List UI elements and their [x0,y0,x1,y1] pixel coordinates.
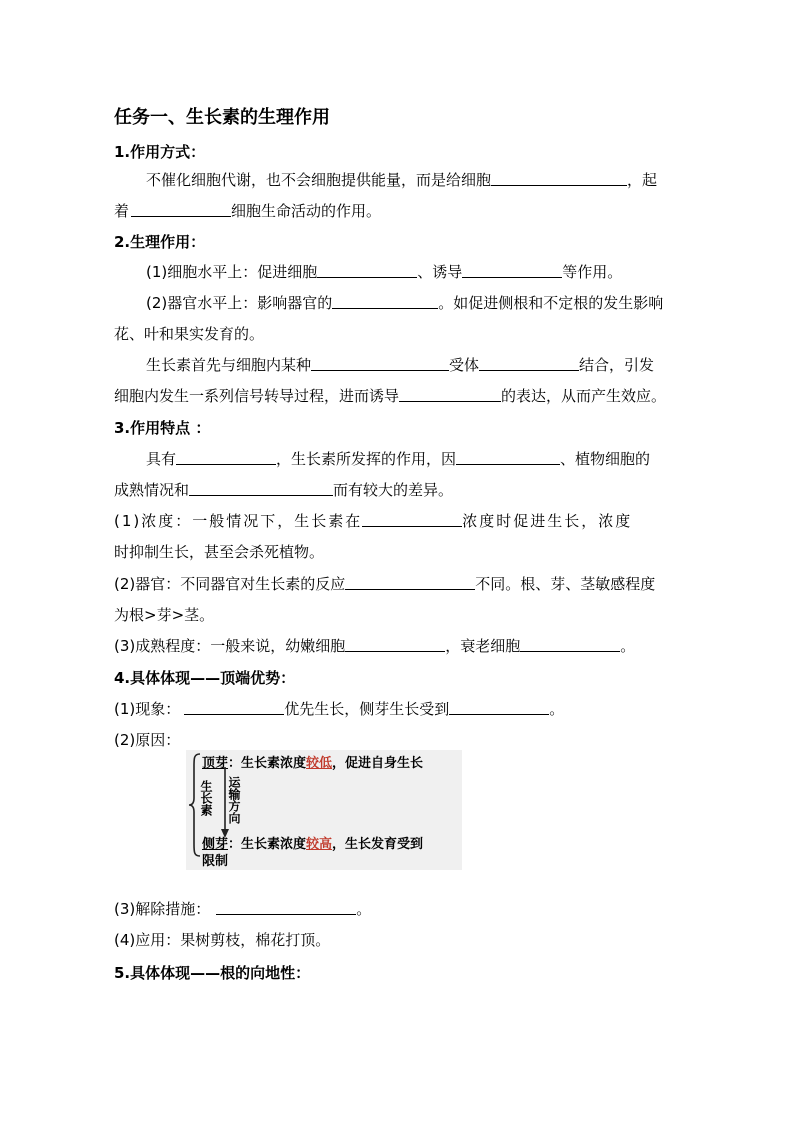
answer-blank[interactable] [176,449,276,465]
transport-direction-label: 运输方向 [227,776,241,824]
section-2-line-4: 生长素首先与细胞内某种 受体 结合，引发 [146,356,655,374]
apical-dominance-figure [186,750,462,870]
answer-blank[interactable] [345,636,445,652]
answer-blank[interactable] [456,449,560,465]
answer-blank[interactable] [332,293,438,309]
answer-blank[interactable] [362,511,462,527]
section-4-title: 4.具体体现——顶端优势： [114,669,296,687]
answer-blank[interactable] [216,899,356,915]
answer-blank[interactable] [520,636,620,652]
answer-blank[interactable] [311,355,449,371]
answer-blank[interactable] [184,699,284,715]
section-3-line-5: (2)器官：不同器官对生长素的反应 不同。根、芽、茎敏感程度 [114,575,656,593]
section-2-title: 2.生理作用： [114,233,206,251]
section-4-line-4: (4)应用：果树剪枝，棉花打顶。 [114,931,331,949]
top-bud-row: 顶芽：生长素浓度较低，促进自身生长 [202,756,424,771]
section-1-line-1: 不催化细胞代谢，也不会细胞提供能量，而是给细胞 ，起 [146,171,658,189]
section-3-line-7: (3)成熟程度：一般来说，幼嫩细胞 ，衰老细胞 。 [114,637,636,655]
page-title: 任务一、生长素的生理作用 [114,107,330,128]
answer-blank[interactable] [345,574,475,590]
section-3-line-2: 成熟情况和 而有较大的差异。 [114,481,454,499]
answer-blank[interactable] [131,201,231,217]
section-3-title: 3.作用特点 ： [114,419,211,437]
section-3-line-6: 为根>芽>茎。 [114,606,215,624]
answer-blank[interactable] [317,262,417,278]
answer-blank[interactable] [491,170,627,186]
section-2-line-1: (1)细胞水平上：促进细胞 、诱导 等作用。 [146,263,623,281]
section-1-line-2: 着 细胞生命活动的作用。 [114,202,382,220]
answer-blank[interactable] [189,480,333,496]
section-4-line-3: (3)解除措施： 。 [114,900,372,918]
answer-blank[interactable] [399,386,501,402]
answer-blank[interactable] [462,262,562,278]
section-3-line-4: 时抑制生长，甚至会杀死植物。 [114,543,325,561]
section-2-line-3: 花、叶和果实发育的。 [114,325,265,343]
answer-blank[interactable] [479,355,579,371]
section-4-line-1: (1)现象： 优先生长，侧芽生长受到 。 [114,700,565,718]
section-2-line-5: 细胞内发生一系列信号转导过程，进而诱导 的表达，从而产生效应。 [114,387,667,405]
side-bud-row-cont: 限制 [202,854,229,869]
section-5-title: 5.具体体现——根的向地性： [114,964,311,982]
side-bud-row: 侧芽：生长素浓度较高，生长发育受到 [202,837,424,852]
auxin-label: 生长素 [199,780,213,816]
section-3-line-3: (1)浓度：一般情况下，生长素在 浓度时促进生长，浓度 [114,512,633,530]
section-1-title: 1.作用方式： [114,143,206,161]
answer-blank[interactable] [449,699,549,715]
section-3-line-1: 具有 ，生长素所发挥的作用，因 、植物细胞的 [146,450,651,468]
section-2-line-2: (2)器官水平上：影响器官的 。如促进侧根和不定根的发生影响 [146,294,664,312]
section-4-line-2: (2)原因： [114,731,181,749]
